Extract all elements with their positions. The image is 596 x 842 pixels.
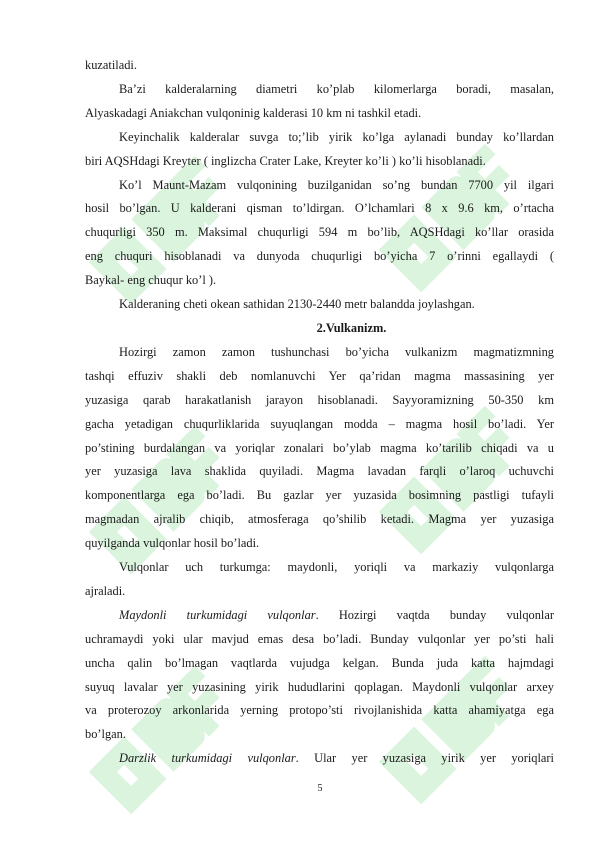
text-line: Kalderaning cheti okean sathidan 2130-2440 metr balandda joylashgan. <box>119 297 475 312</box>
paragraph <box>85 174 554 198</box>
paragraph-continuation <box>85 437 554 461</box>
text-line: po’stining burdalangan va yoriqlar zonalari bo’ylab magma ko’tarilib chiqadi va u <box>85 440 554 455</box>
paragraph-continuation <box>85 102 554 126</box>
paragraph-continuation <box>85 221 554 245</box>
text-line: magmadan ajralib chiqib, atmosferaga qo’shilib ketadi. Magma yer yuzasiga <box>85 512 554 527</box>
text-line: uncha qalin bo’lmagan vaqtlarda vujudga kelgan. Bunda juda katta hajmdagi <box>85 655 554 670</box>
paragraph-continuation <box>85 413 554 437</box>
paragraph-continuation <box>85 699 554 723</box>
text-line: Keyinchalik kalderalar suvga to;’lib yirik ko’lga aylanadi bunday ko’llardan <box>119 129 554 144</box>
italic-term: Maydonli turkumidagi vulqonlar <box>119 607 316 622</box>
text-line: hosil bo’lgan. U kalderani qisman to’ldirgan. O’lchamlari 8 x 9.6 km, o’rtacha <box>85 201 554 216</box>
paragraph-continuation <box>85 389 554 413</box>
page-number: 5 <box>317 783 323 794</box>
text-line: Hozirgi zamon zamon tushunchasi bo’yicha vulkanizm magmatizmning <box>119 344 554 359</box>
paragraph-continuation <box>85 150 554 174</box>
text-line: biri AQSHdagi Kreyter ( inglizcha Crater Lake, Kreyter ko’li ) ko’li hisoblanadi. <box>85 153 486 168</box>
paragraph <box>85 556 554 580</box>
paragraph-continuation <box>85 628 554 652</box>
paragraph-continuation <box>85 652 554 676</box>
text-line: tashqi effuziv shakli deb nomlanuvchi Yer qa’ridan magma massasining yer <box>85 368 554 383</box>
text-line: Ko’l Maunt-Mazam vulqonining buzilganidan so’ng bundan 7700 yil ilgari <box>119 177 554 192</box>
paragraph-continuation <box>85 460 554 484</box>
text-line: gacha yetadigan chuqurliklarida suyuqlangan modda – magma hosil bo’ladi. Yer <box>85 416 554 431</box>
paragraph <box>85 604 554 628</box>
text-line: ajraladi. <box>85 583 126 598</box>
text-line: yer yuzasiga lava shaklida quyiladi. Magma lavadan farqli o’laroq uchuvchi <box>85 464 554 479</box>
text-line: Alyaskadagi Aniakchan vulqoninig kalderasi 10 km ni tashkil etadi. <box>85 105 422 120</box>
paragraph <box>85 341 554 365</box>
paragraph-continuation <box>85 365 554 389</box>
paragraph-continuation <box>85 723 554 747</box>
text-line: suyuq lavalar yer yuzasining yirik hududlarini qoplagan. Maydonli vulqonlar arxey <box>85 679 554 694</box>
italic-term: Darzlik turkumidagi vulqonlar <box>119 751 296 766</box>
text-line: chuqurligi 350 m. Maksimal chuqurligi 594 m bo’lib, AQSHdagi ko’llar orasida <box>85 225 554 240</box>
text-line: Baykal- eng chuqur ko’l ). <box>85 273 217 288</box>
text-line: bo’lgan. <box>85 727 126 742</box>
text-line: yuzasiga qarab harakatlanish jarayon hisoblanadi. Sayyoramizning 50-350 km <box>85 392 554 407</box>
paragraph-continuation <box>85 532 554 556</box>
paragraph-continuation <box>85 245 554 269</box>
paragraph <box>85 78 554 102</box>
paragraph-continuation <box>85 197 554 221</box>
text-line: Vulqonlar uch turkumga: maydonli, yoriqli va markaziy vulqonlarga <box>119 560 554 575</box>
paragraph <box>85 126 554 150</box>
paragraph-continuation <box>85 676 554 700</box>
paragraph <box>85 54 554 78</box>
paragraph-continuation <box>85 484 554 508</box>
text-line: uchramaydi yoki ular mavjud emas desa bo’ladi. Bunday vulqonlar yer po’sti hali <box>85 631 554 646</box>
body-text <box>85 54 554 771</box>
text-line: va proterozoy arkonlarida yerning protopo’sti rivojlanishida katta ahamiyatga ega <box>85 703 554 718</box>
paragraph-continuation <box>85 580 554 604</box>
paragraph-continuation <box>85 508 554 532</box>
paragraph <box>85 747 554 771</box>
text-line: quyilganda vulqonlar hosil bo’ladi. <box>85 536 260 551</box>
text-line: komponentlarga ega bo’ladi. Bu gazlar yer yuzasida bosimning pastligi tufayli <box>85 488 554 503</box>
section-heading: 2.Vulkanizm. <box>316 320 387 335</box>
text-line: . Ular yer yuzasiga yirik yer yoriqlari <box>295 751 554 766</box>
text-line: kuzatiladi. <box>85 58 137 72</box>
text-line: Ba’zi kalderalarning diametri ko’plab kilomerlarga boradi, masalan, <box>119 81 554 96</box>
paragraph <box>85 293 554 317</box>
paragraph-continuation <box>85 269 554 293</box>
text-line: . Hozirgi vaqtda bunday vulqonlar <box>315 607 554 622</box>
text-line: eng chuquri hisoblanadi va dunyoda chuqurligi bo’yicha 7 o’rinni egallaydi ( <box>85 249 554 264</box>
